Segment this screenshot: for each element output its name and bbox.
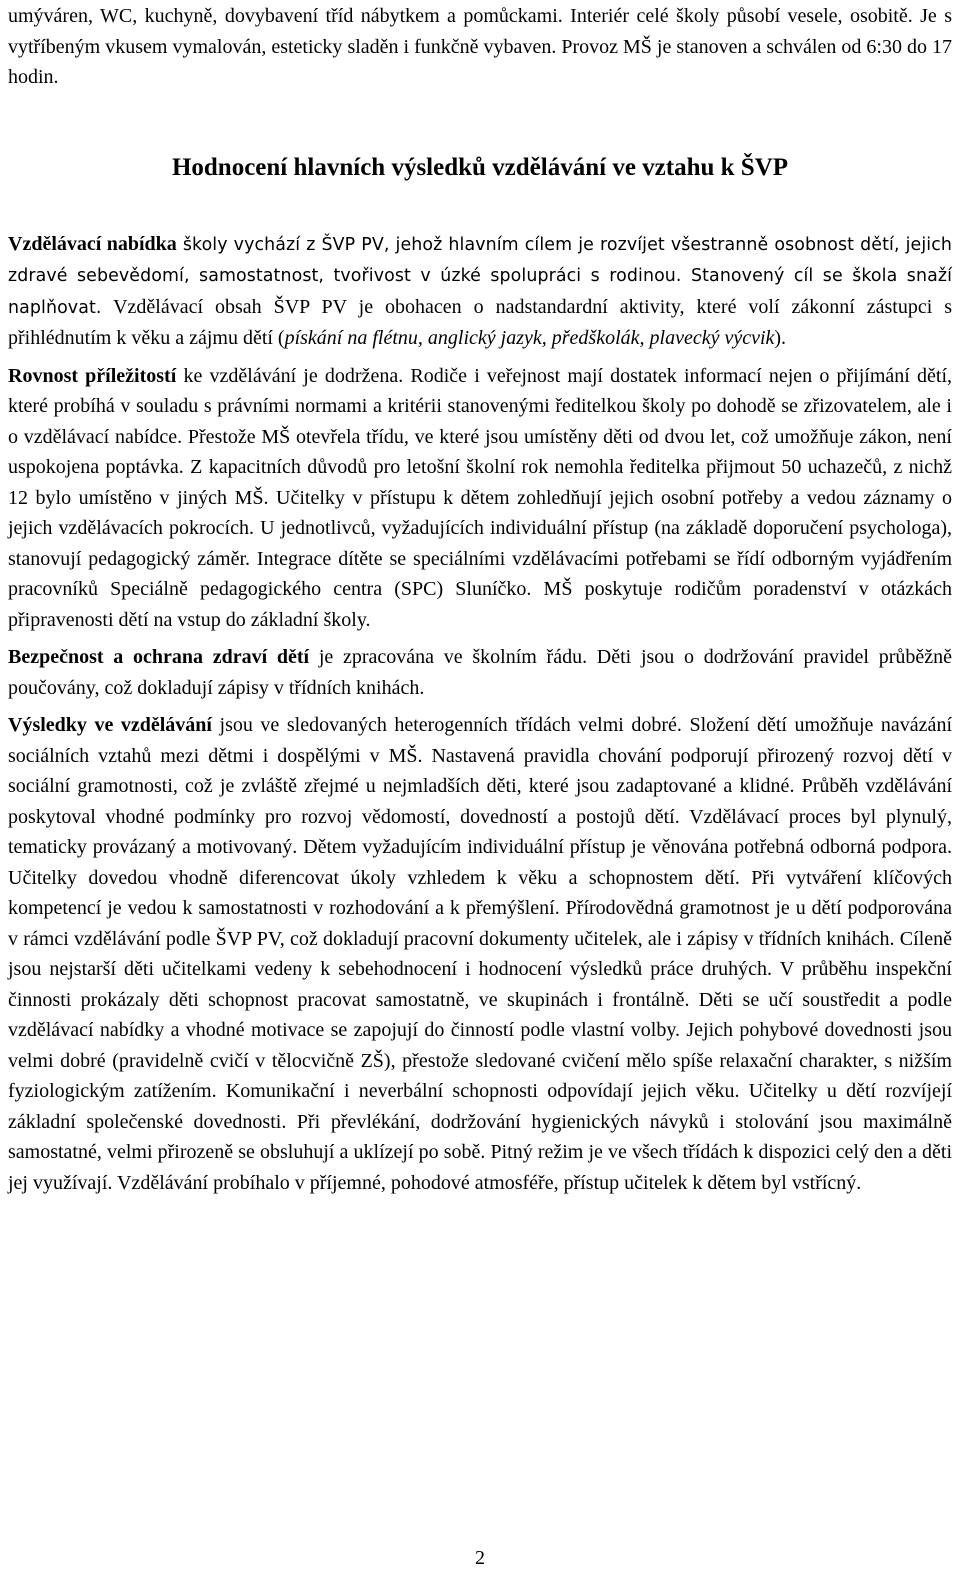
term-educational-offer: Vzdělávací nabídka [8,232,177,255]
section-heading: Hodnocení hlavních výsledků vzdělávání ve vztahu k ŠVP [171,153,789,181]
intro-paragraph: umýváren, WC, kuchyně, dovybavení tříd nábytkem a pomůckami. Interiér celé školy působí vesele, osobitě. Je s vytříbeným vkusem vymalován, esteticky sladěn i funkčně vybaven. Provoz MŠ je stanoven a schválen od 6:30 do 17 hodin. [8,5,952,88]
term-equal-opportunities: Rovnost příležitostí [8,364,177,387]
paragraph-results [8,710,952,1198]
equal-opportunities-text: ke vzdělávání je dodržena. Rodiče i veřejnost mají dostatek informací nejen o přijímání dětí, které probíhá v souladu s právními normami a kritérii stanovenými ředitelkou školy po dohodě se zřizovatelem, ale i o vzdělávací nabídce. Přestože MŠ otevřela třídu, ve které jsou umístěny děti od dvou let, což umožňuje zákon, není uspokojena poptávka. Z kapacitních důvodů pro letošní školní rok nemohla ředitelka přijmout 50 uchazečů, z nichž 12 bylo umístěno v jiných MŠ. Učitelky v přístupu k dětem zohledňují jejich osobní potřeby a vedou záznamy o jejich vzdělávacích pokrocích. U jednotlivců, vyžadujících individuální přístup (na základě doporučení psychologa), stanovují pedagogický záměr. Integrace dítěte se speciálními vzdělávacími potřebami se řídí odborným vyjádřením pracovníků Speciálně pedagogického centra (SPC) Sluníčko. MŠ poskytuje rodičům poradenství v otázkách připravenosti dětí na vstup do základní školy. [8,364,953,631]
offer-text: Vzdělávací obsah ŠVP PV je obohacen o nadstandardní aktivity, které volí zákonní zástupci s přihlédnutím k věku a zájmu dětí ( [8,295,952,349]
safety-text: je zpracována ve školním řádu. Děti jsou o dodržování pravidel průběžně poučovány, což dokladují zápisy v třídních knihách. [8,646,952,699]
paragraph-equal-opportunities [8,361,952,636]
results-text: jsou ve sledovaných heterogenních třídách velmi dobré. Složení dětí umožňuje navázání sociálních vztahů mezi dětmi i dospělými v MŠ. Nastavená pravidla chování podporují přirozený rozvoj dětí v sociální gramotnosti, což je zvláště zřejmé u nejmladších děti, které jsou zadaptované a klidné. Průběh vzdělávání poskytoval vhodné podmínky pro rozvoj vědomostí, dovedností a postojů dětí. Vzdělávací proces byl plynulý, tematicky provázaný a motivovaný. Dětem vyžadujícím individuální přístup je věnována potřebná odborná podpora. Učitelky dovedou vhodně diferencovat úkoly vzhledem k věku a schopnostem dětí. Při vytváření klíčových kompetencí je vedou k samostatnosti v rozhodování a k přemýšlení. Přírodovědná gramotnost je u dětí podporována v rámci vzdělávání podle ŠVP PV, což dokladují pracovní dokumenty učitelek, ale i zápisy v třídních knihách. Cíleně jsou nejstarší děti učitelkami vedeny k sebehodnocení i hodnocení výsledků práce druhých. V průběhu inspekční činnosti prokázaly děti schopnost pracovat samostatně, ve skupinách i frontálně. Děti se učí soustředit a podle vzdělávací nabídky a vhodné motivace se zapojují do činností podle vlastní volby. Jejich pohybové dovednosti jsou velmi dobré (pravidelně cvičí v tělocvičně ZŠ), přestože sledované cvičení mělo spíše relaxační charakter, s nižším fyziologickým zatížením. Komunikační i neverbální schopnosti odpovídají jejich věku. Učitelky u dětí rozvíjejí základní společenské dovednosti. Při převlékání, dodržování hygienických návyků i stolování jsou maximálně samostatné, velmi přirozeně se obsluhují a uklízejí po sobě. Pitný režim je ve všech třídách k dispozici celý den a děti jej využívají. Vzdělávání probíhalo v příjemné, pohodové atmosféře, přístup učitelek k dětem byl vstřícný. [8,714,952,1194]
paragraph-educational-offer [8,229,952,354]
paragraph-safety [8,642,952,703]
offer-activities: pískání na flétnu, anglický jazyk, předškolák, plavecký výcvik [284,327,775,349]
offer-sans-text: školy vychází z ŠVP PV, jehož hlavním cílem je rozvíjet všestranně osobnost dětí, jejich zdravé sebevědomí, samostatnost, tvořivost v úzké spolupráci s rodinou. Stanovený cíl se škola snaží naplňovat. [8,234,953,318]
offer-end: ). [774,327,787,349]
page-number: 2 [475,1547,485,1569]
term-safety: Bezpečnost a ochrana zdraví dětí [8,646,310,668]
term-results: Výsledky ve vzdělávání [8,714,212,736]
